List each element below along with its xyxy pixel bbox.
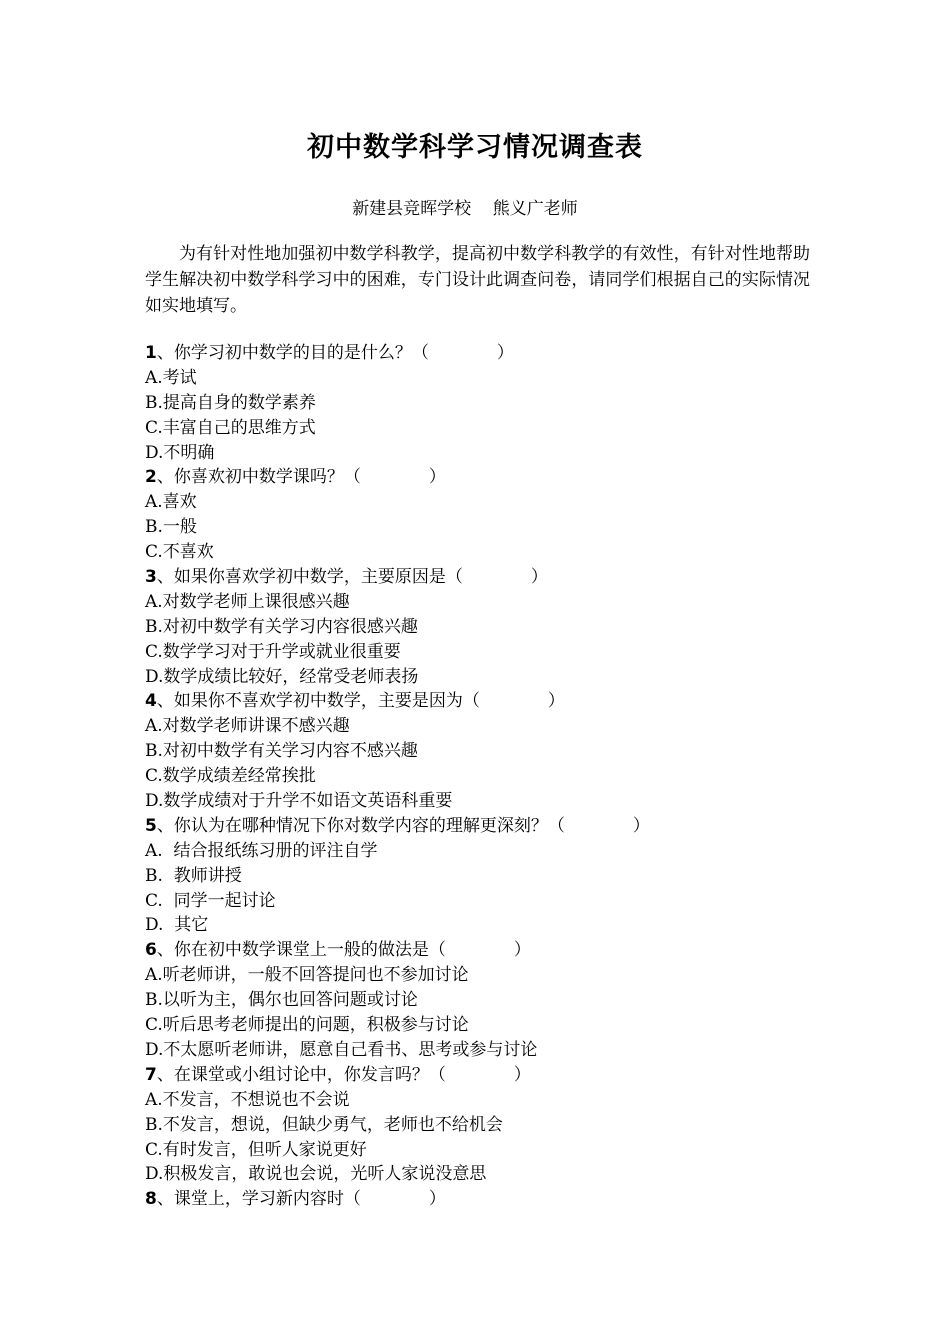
question-4-option: A.对数学老师讲课不感兴趣	[145, 716, 350, 737]
question-6-option: D.不太愿听老师讲，愿意自己看书、思考或参与讨论	[145, 1039, 538, 1060]
question-6-option: C.听后思考老师提出的问题，积极参与讨论	[145, 1015, 469, 1036]
question-list	[145, 341, 825, 1212]
question-number: 4	[145, 691, 157, 712]
question-number: 3	[145, 567, 157, 588]
question-5-option: D. 其它	[145, 915, 209, 936]
author-line	[0, 196, 930, 222]
author-text: 新建县竞晖学校 熊义广老师	[352, 199, 578, 219]
question-5-option: C. 同学一起讨论	[145, 890, 276, 911]
question-number: 7	[145, 1064, 157, 1085]
question-7-option: B.不发言，想说，但缺少勇气，老师也不给机会	[145, 1114, 503, 1135]
question-7-option: D.积极发言，敢说也会说，光听人家说没意思	[145, 1164, 487, 1185]
page-title: 初中数学科学习情况调查表	[307, 132, 643, 163]
question-2-option: A.喜欢	[145, 492, 197, 513]
question-5-option: A. 结合报纸练习册的评注自学	[145, 840, 378, 861]
question-1-option: B.提高自身的数学素养	[145, 392, 316, 413]
intro-paragraph: 为有针对性地加强初中数学科教学，提高初中数学科教学的有效性，有针对性地帮助学生解决初中数学科学习中的困难，专门设计此调查问卷，请同学们根据自己的实际情况如实地填写。	[145, 244, 810, 316]
question-4	[145, 689, 825, 714]
question-1-option: C.丰富自己的思维方式	[145, 417, 316, 438]
question-4-option: B.对初中数学有关学习内容不感兴趣	[145, 741, 418, 762]
question-6-option: B.以听为主，偶尔也回答问题或讨论	[145, 990, 418, 1011]
question-3-option: C.数学学习对于升学或就业很重要	[145, 641, 401, 662]
question-6	[145, 938, 825, 963]
question-4-option: C.数学成绩差经常挨批	[145, 766, 316, 787]
question-5	[145, 814, 825, 839]
question-5-option: B. 教师讲授	[145, 865, 242, 886]
question-number: 5	[145, 815, 157, 836]
question-3	[145, 565, 825, 590]
question-7	[145, 1063, 825, 1088]
question-text: 、你学习初中数学的目的是什么？（ ）	[156, 343, 514, 363]
question-number: 1	[145, 343, 157, 363]
question-2-option: C.不喜欢	[145, 542, 214, 563]
question-text: 、你在初中数学课堂上一般的做法是（ ）	[156, 940, 531, 961]
question-1-option: D.不明确	[145, 442, 215, 463]
question-8	[145, 1187, 825, 1212]
question-number: 6	[145, 940, 157, 961]
question-text: 、如果你不喜欢学初中数学，主要是因为（ ）	[156, 691, 565, 712]
question-text: 、课堂上，学习新内容时（ ）	[156, 1189, 446, 1210]
question-4-option: D.数学成绩对于升学不如语文英语科重要	[145, 791, 453, 812]
question-6-option: A.听老师讲，一般不回答提问也不参加讨论	[145, 965, 469, 986]
question-number: 8	[145, 1189, 157, 1210]
question-2-option: B.一般	[145, 517, 197, 538]
question-text: 、在课堂或小组讨论中，你发言吗？（ ）	[156, 1064, 531, 1085]
question-3-option: B.对初中数学有关学习内容很感兴趣	[145, 616, 418, 637]
question-7-option: A.不发言，不想说也不会说	[145, 1089, 350, 1110]
question-2	[145, 465, 825, 490]
question-3-option: A.对数学老师上课很感兴趣	[145, 591, 350, 612]
question-1	[145, 341, 825, 366]
question-3-option: D.数学成绩比较好，经常受老师表扬	[145, 666, 419, 687]
question-number: 2	[145, 467, 157, 488]
question-7-option: C.有时发言，但听人家说更好	[145, 1139, 367, 1160]
question-text: 、你喜欢初中数学课吗？（ ）	[156, 467, 446, 488]
question-1-option: A.考试	[145, 367, 197, 388]
question-text: 、你认为在哪种情况下你对数学内容的理解更深刻？（ ）	[156, 815, 650, 836]
question-text: 、如果你喜欢学初中数学，主要原因是（ ）	[156, 567, 548, 588]
